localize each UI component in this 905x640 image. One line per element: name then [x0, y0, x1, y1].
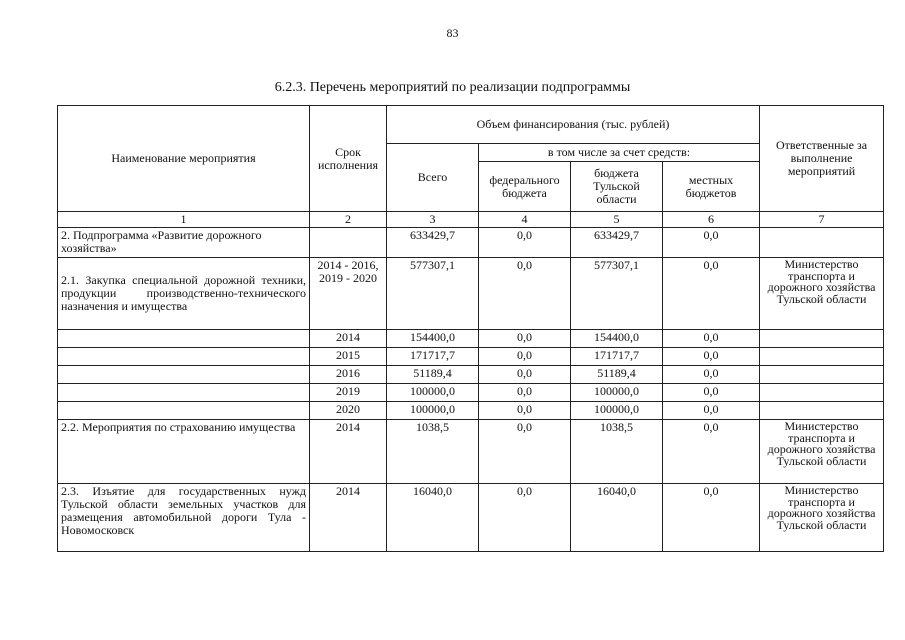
- row-regional: 1038,5: [571, 420, 663, 484]
- row-local: 0,0: [663, 420, 760, 484]
- row-name: [58, 402, 310, 420]
- row-federal: 0,0: [479, 402, 571, 420]
- row-total: 154400,0: [387, 330, 479, 348]
- row-name: [58, 330, 310, 348]
- row-local: 0,0: [663, 484, 760, 552]
- column-number: 6: [663, 212, 760, 228]
- table-row: [58, 366, 884, 384]
- header-regional: бюджета Тульской области: [571, 162, 663, 212]
- row-name: [58, 366, 310, 384]
- table-row: [58, 330, 884, 348]
- row-regional: 51189,4: [571, 366, 663, 384]
- row-responsible: [760, 348, 884, 366]
- row-federal: 0,0: [479, 228, 571, 258]
- row-regional: 16040,0: [571, 484, 663, 552]
- row-responsible: [760, 366, 884, 384]
- row-federal: 0,0: [479, 366, 571, 384]
- row-term: 2019: [310, 384, 387, 402]
- row-term: 2020: [310, 402, 387, 420]
- column-number: 3: [387, 212, 479, 228]
- row-name: 2. Подпрограмма «Развитие дорожного хозяйства»: [58, 228, 310, 258]
- row-name: 2.1. Закупка специальной дорожной техники, продукции производственно-технического назначения и имущества: [58, 258, 310, 330]
- row-term: 2016: [310, 366, 387, 384]
- row-local: 0,0: [663, 228, 760, 258]
- column-number: 7: [760, 212, 884, 228]
- header-funding: Объем финансирования (тыс. рублей): [387, 106, 760, 144]
- header-total: Всего: [387, 144, 479, 212]
- row-responsible: Министерство транспорта и дорожного хозяйства Тульской области: [760, 420, 884, 484]
- row-term: 2014: [310, 484, 387, 552]
- row-name: [58, 348, 310, 366]
- row-total: 16040,0: [387, 484, 479, 552]
- row-local: 0,0: [663, 258, 760, 330]
- column-number: 2: [310, 212, 387, 228]
- table-row: [58, 402, 884, 420]
- row-local: 0,0: [663, 402, 760, 420]
- row-regional: 171717,7: [571, 348, 663, 366]
- row-federal: 0,0: [479, 258, 571, 330]
- row-regional: 100000,0: [571, 402, 663, 420]
- row-federal: 0,0: [479, 420, 571, 484]
- row-federal: 0,0: [479, 348, 571, 366]
- row-term: 2014: [310, 330, 387, 348]
- row-federal: 0,0: [479, 330, 571, 348]
- row-responsible: [760, 330, 884, 348]
- row-responsible: [760, 228, 884, 258]
- table-row: [58, 384, 884, 402]
- funding-table: [57, 105, 884, 552]
- table-row: [58, 420, 884, 484]
- row-name: [58, 384, 310, 402]
- row-name: 2.3. Изъятие для государственных нужд Тульской области земельных участков для размещения автомобильной дороги Тула - Новомосковск: [58, 484, 310, 552]
- table-row: [58, 258, 884, 330]
- table-row: [58, 348, 884, 366]
- column-numbers-row: [58, 212, 884, 228]
- row-local: 0,0: [663, 330, 760, 348]
- row-total: 633429,7: [387, 228, 479, 258]
- column-number: 4: [479, 212, 571, 228]
- row-total: 1038,5: [387, 420, 479, 484]
- header-including: в том числе за счет средств:: [479, 144, 760, 162]
- column-number: 5: [571, 212, 663, 228]
- row-term: 2015: [310, 348, 387, 366]
- row-local: 0,0: [663, 384, 760, 402]
- header-term: Срок исполнения: [310, 106, 387, 212]
- table-row: [58, 228, 884, 258]
- row-responsible: [760, 402, 884, 420]
- row-term: [310, 228, 387, 258]
- header-federal: федерального бюджета: [479, 162, 571, 212]
- row-name: 2.2. Мероприятия по страхованию имущества: [58, 420, 310, 484]
- row-total: 100000,0: [387, 384, 479, 402]
- row-responsible: [760, 384, 884, 402]
- row-regional: 154400,0: [571, 330, 663, 348]
- row-regional: 577307,1: [571, 258, 663, 330]
- row-responsible: Министерство транспорта и дорожного хозяйства Тульской области: [760, 484, 884, 552]
- header-local: местных бюджетов: [663, 162, 760, 212]
- header-name: Наименование мероприятия: [58, 106, 310, 212]
- row-responsible: Министерство транспорта и дорожного хозяйства Тульской области: [760, 258, 884, 330]
- table-row: [58, 484, 884, 552]
- row-total: 577307,1: [387, 258, 479, 330]
- row-federal: 0,0: [479, 484, 571, 552]
- row-regional: 100000,0: [571, 384, 663, 402]
- column-number: 1: [58, 212, 310, 228]
- header-responsible: Ответственные за выполнение мероприятий: [760, 106, 884, 212]
- row-total: 100000,0: [387, 402, 479, 420]
- row-term: 2014: [310, 420, 387, 484]
- page-number: 83: [446, 26, 459, 40]
- row-total: 171717,7: [387, 348, 479, 366]
- row-federal: 0,0: [479, 384, 571, 402]
- row-term: 2014 - 2016, 2019 - 2020: [310, 258, 387, 330]
- section-title: 6.2.3. Перечень мероприятий по реализации подпрограммы: [274, 80, 631, 95]
- row-regional: 633429,7: [571, 228, 663, 258]
- row-total: 51189,4: [387, 366, 479, 384]
- row-local: 0,0: [663, 366, 760, 384]
- row-local: 0,0: [663, 348, 760, 366]
